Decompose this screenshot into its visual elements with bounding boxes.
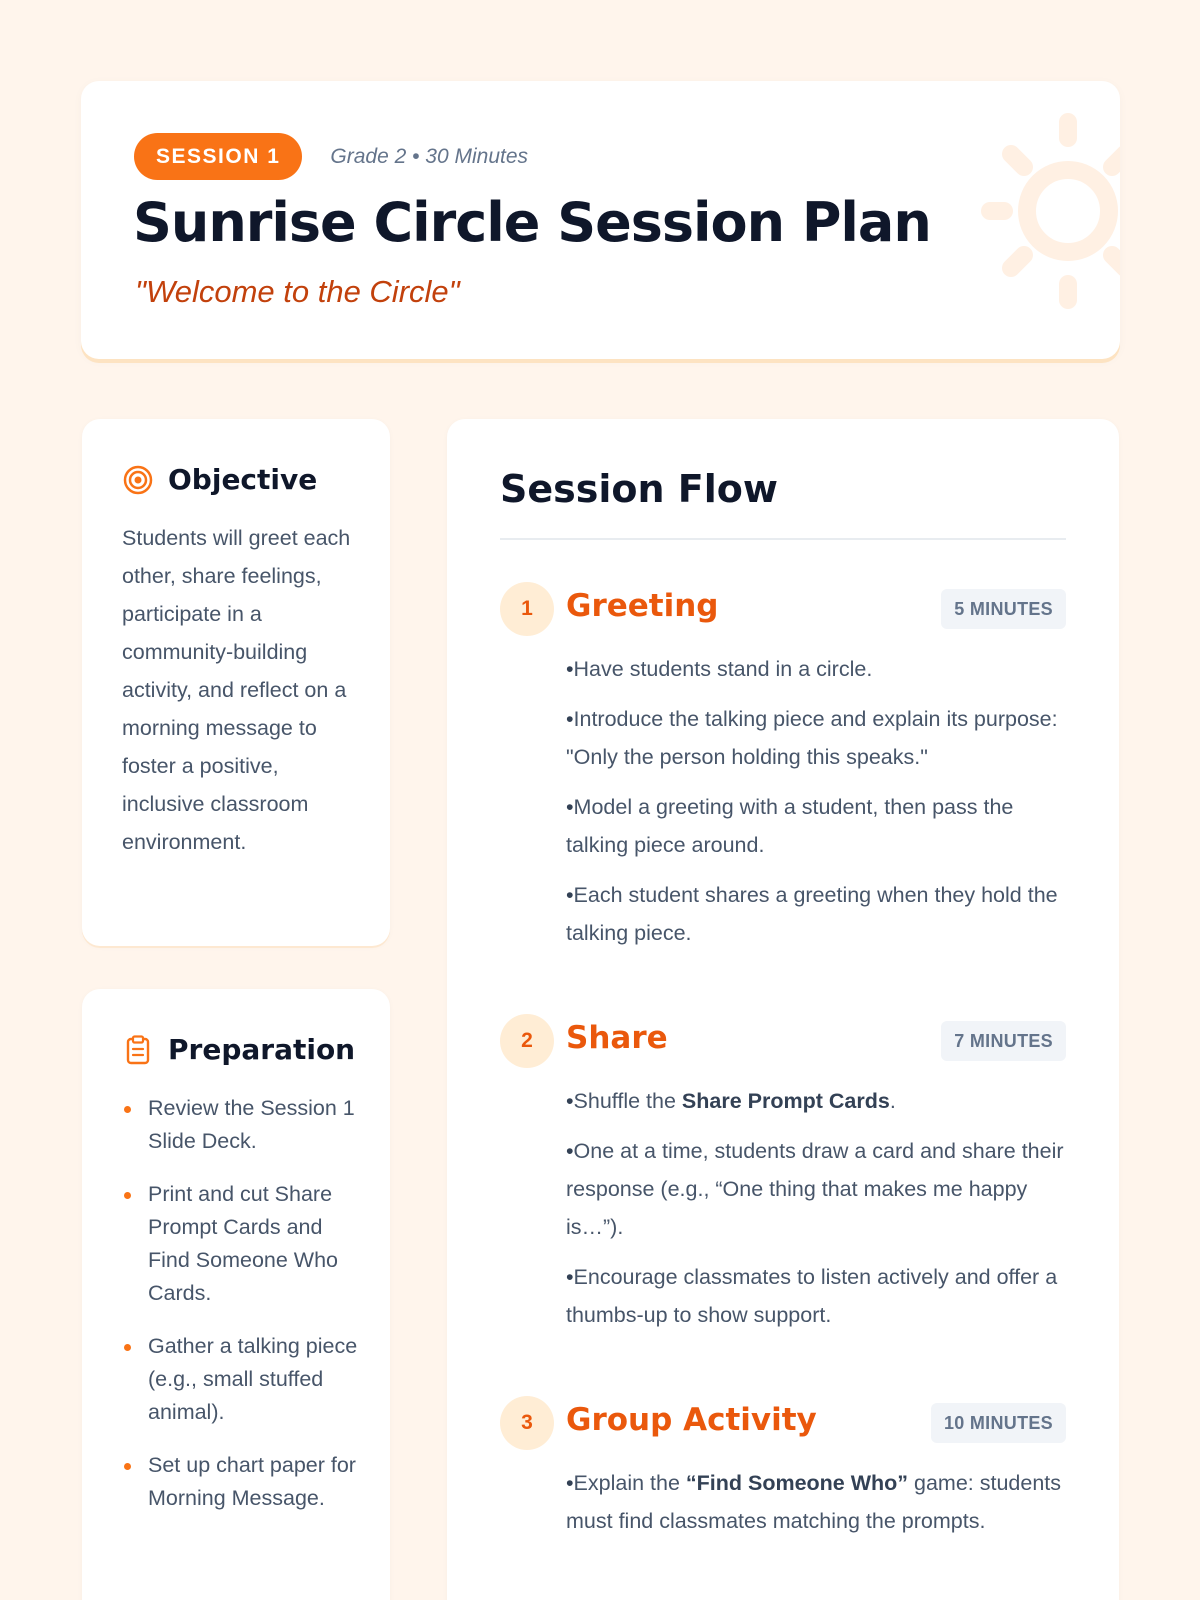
step-header xyxy=(500,582,1066,636)
objective-card xyxy=(82,419,390,946)
bullet-text: game: students must find classmates matching the prompts. xyxy=(566,1471,1062,1533)
step-bullet: • Each student shares a greeting when they hold the talking piece. xyxy=(566,876,1066,952)
step-bullet: • One at a time, students draw a card and share their response (e.g., “One thing that makes me happy is…”). xyxy=(566,1132,1066,1246)
step-bullet xyxy=(566,1082,1066,1120)
step-number: 1 xyxy=(500,582,554,636)
step-header xyxy=(500,1014,1066,1068)
preparation-card xyxy=(82,989,390,1600)
step-bullet xyxy=(566,1464,1066,1540)
target-icon xyxy=(122,464,154,496)
preparation-list xyxy=(122,1092,362,1535)
bullet-text: Explain the xyxy=(573,1471,686,1495)
bullet-emphasis: Share Prompt Cards xyxy=(681,1089,890,1113)
header-meta-row xyxy=(134,133,528,180)
bullet-emphasis: “Find Someone Who” xyxy=(685,1471,909,1495)
step-duration-badge: 7 MINUTES xyxy=(941,1021,1066,1061)
step-number: 2 xyxy=(500,1014,554,1068)
preparation-item: Set up chart paper for Morning Message. xyxy=(122,1449,362,1515)
clipboard-icon xyxy=(122,1034,154,1066)
grade-duration-meta: Grade 2 • 30 Minutes xyxy=(330,144,529,168)
objective-heading xyxy=(122,463,317,496)
preparation-item: Review the Session 1 Slide Deck. xyxy=(122,1092,362,1158)
bullet-text: . xyxy=(889,1089,896,1113)
page-title: Sunrise Circle Session Plan xyxy=(133,191,931,254)
preparation-title: Preparation xyxy=(168,1033,356,1066)
header-card xyxy=(81,81,1120,359)
step-bullet: • Have students stand in a circle. xyxy=(566,650,1066,688)
objective-text: Students will greet each other, share feelings, participate in a community-building activity, and reflect on a morning message to foster a positive, inclusive classroom environment. xyxy=(122,526,351,854)
preparation-heading xyxy=(122,1033,355,1066)
flow-step-share xyxy=(500,1014,1066,1346)
step-bullet: • Encourage classmates to listen actively and offer a thumbs-up to show support. xyxy=(566,1258,1066,1334)
sun-icon xyxy=(981,111,1120,311)
step-bullet: • Introduce the talking piece and explain its purpose: "Only the person holding this speaks." xyxy=(566,700,1066,776)
step-bullets xyxy=(566,1464,1066,1540)
divider xyxy=(500,538,1066,540)
step-duration-badge: 5 MINUTES xyxy=(941,589,1066,629)
step-number: 3 xyxy=(500,1396,554,1450)
session-flow-card xyxy=(447,419,1119,1600)
flow-step-group-activity xyxy=(500,1396,1066,1552)
preparation-item: Print and cut Share Prompt Cards and Find Someone Who Cards. xyxy=(122,1178,362,1310)
flow-step-greeting xyxy=(500,582,1066,964)
step-bullet: • Model a greeting with a student, then pass the talking piece around. xyxy=(566,788,1066,864)
step-title: Share xyxy=(566,1020,668,1056)
step-bullets xyxy=(566,650,1066,952)
session-badge: SESSION 1 xyxy=(134,133,302,180)
step-bullets xyxy=(566,1082,1066,1334)
session-subtitle: "Welcome to the Circle" xyxy=(135,274,460,309)
step-title: Greeting xyxy=(566,588,719,624)
step-duration-badge: 10 MINUTES xyxy=(931,1403,1066,1443)
preparation-item: Gather a talking piece (e.g., small stuffed animal). xyxy=(122,1330,362,1429)
step-header xyxy=(500,1396,1066,1450)
session-flow-title: Session Flow xyxy=(500,467,778,511)
step-title: Group Activity xyxy=(566,1402,817,1438)
objective-title: Objective xyxy=(168,463,318,496)
bullet-text: Shuffle the xyxy=(573,1089,682,1113)
